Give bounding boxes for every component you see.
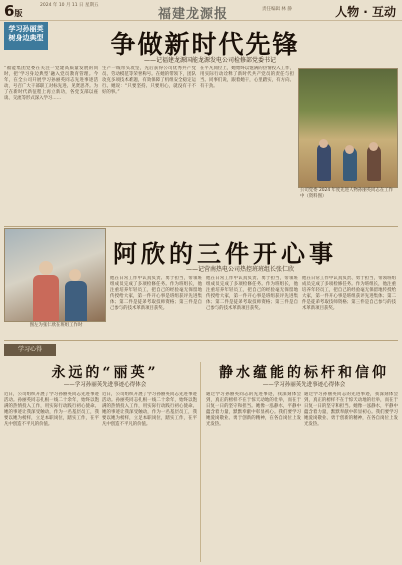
issue-date: 2024 年 10 月 11 日 星期五 — [40, 3, 99, 8]
article4-title: 静水蕴能的标杆和信仰 — [219, 365, 389, 381]
article2-column-2: 他在日常工作中认真负责、勇于担当，带领班组成员完成了多项检修任务。作为班组长，他注重培养年轻员工，把自己的经验毫无保留地传授给大家，第一件开心事是班组获评先进集体；第二件是徒弟考取技师资格；第三件是自己参与的技术革新项目获奖。 — [206, 276, 298, 312]
section-title: 人物 · 互动 — [335, 5, 396, 19]
editor-line: 责任编辑 林 静 — [262, 7, 292, 12]
article3-column-1: 近日，公司组织开展了学习孙丽英同志先进事迹活动。孙丽英同志扎根一线二十余年，始终以饱满的热情投入工作，用实际行动践行初心使命。她的事迹让我深受触动，作为一名基层员工，我要以她为榜样，立足本职岗位，踏实工作，在平凡中创造不平凡的价值。 — [4, 392, 99, 428]
article1-photo — [298, 68, 398, 188]
article4-column-1: 通过学习孙丽英同志的先进事迹，我深刻体会到，真正的榜样不在于惊天动地的壮举，而在于日复一日的坚守和担当。她像一泓静水，平静中蕴含着力量，默默奉献中彰显初心。我们要学习她爱岗敬业、勇于创新的精神，在各自岗位上发光发热。 — [206, 392, 301, 428]
column-badge: 学习孙丽英 树身边典型 — [4, 22, 48, 50]
article1-column-3: 在平凡岗位上，她始终以饱满的热情投入工作，用实际行动诠释了新时代共产党员的责任与担当。同事们说，跟着她干，心里踏实，有方向、有干劲。 — [200, 66, 294, 90]
article1-column-2: 生产一线带头攻坚，先后获得公司优秀共产党员、劳动模范等荣誉称号。在她的带领下，团队攻克多项技术难题，有效保障了机组安全稳定运行。她说：“只要坚持、只要用心，就没有干不好的事。” — [102, 66, 196, 96]
article3-column-2: 近日，公司组织开展了学习孙丽英同志先进事迹活动。孙丽英同志扎根一线二十余年，始终以饱满的热情投入工作，用实际行动践行初心使命。她的事迹让我深受触动，作为一名基层员工，我要以她为榜样，立足本职岗位，踏实工作，在平凡中创造不平凡的价值。 — [102, 392, 197, 428]
article1-title: 争做新时代先锋 — [110, 30, 300, 59]
article3-title: 永远的“丽英” — [51, 365, 159, 381]
article4-column-2: 通过学习孙丽英同志的先进事迹，我深刻体会到，真正的榜样不在于惊天动地的壮举，而在于日复一日的坚守和担当。她像一泓静水，平静中蕴含着力量，默默奉献中彰显初心。我们要学习她爱岗敬业、勇于创新的精神，在各自岗位上发光发热。 — [304, 392, 398, 428]
article3-subtitle: ——学习孙丽英先进事迹心得体会 — [63, 382, 147, 388]
article1-photo-caption: 公司党委 2024 年度先进人物孙丽英同志在工作中（资料图） — [300, 188, 393, 199]
column-divider — [200, 362, 201, 562]
article2-title: 阿欣的三件开心事 — [113, 239, 337, 268]
article1-column-1: “福能集团党委在关注一党建高质量发展的同时，把‘学习身边典型’融入党员教育管理。今年，在全公司开展学习孙丽英同志先进事迹活动，号召广大干部职工对标先进、见贤思齐。为了在新时代新征程上再立新功，各党支部以座谈、交流等形式深入学习…… — [4, 66, 98, 102]
article2-photo-caption: 图左为张仁欣在班组工作时 — [29, 323, 83, 328]
masthead: 福建龙源报 — [158, 7, 229, 22]
article2-column-3: 他在日常工作中认真负责、勇于担当，带领班组成员完成了多项检修任务。作为班组长，他注重培养年轻员工，把自己的经验毫无保留地传授给大家，第一件开心事是班组获评先进集体；第二件是徒弟考取技师资格；第三件是自己参与的技术革新项目获奖。 — [302, 276, 396, 312]
page-header — [0, 0, 402, 21]
column-tag: 学习心得 — [4, 344, 56, 356]
article2-column-1: 他在日常工作中认真负责、勇于担当，带领班组成员完成了多项检修任务。作为班组长，他注重培养年轻员工，把自己的经验毫无保留地传授给大家，第一件开心事是班组获评先进集体；第二件是徒弟考取技师资格；第三件是自己参与的技术革新项目获奖。 — [110, 276, 202, 312]
section-divider — [4, 340, 398, 341]
page-number: 6版 — [4, 2, 23, 20]
article4-subtitle: ——学习孙丽英先进事迹心得体会 — [262, 382, 346, 388]
article2-subtitle: ——记营南热电公司热控班班组长张仁欣 — [185, 266, 294, 273]
section-divider — [4, 226, 398, 227]
article1-subtitle: ——记福建龙源国能龙源发电公司检修部党委书记 — [143, 57, 276, 64]
article2-photo — [4, 228, 106, 322]
